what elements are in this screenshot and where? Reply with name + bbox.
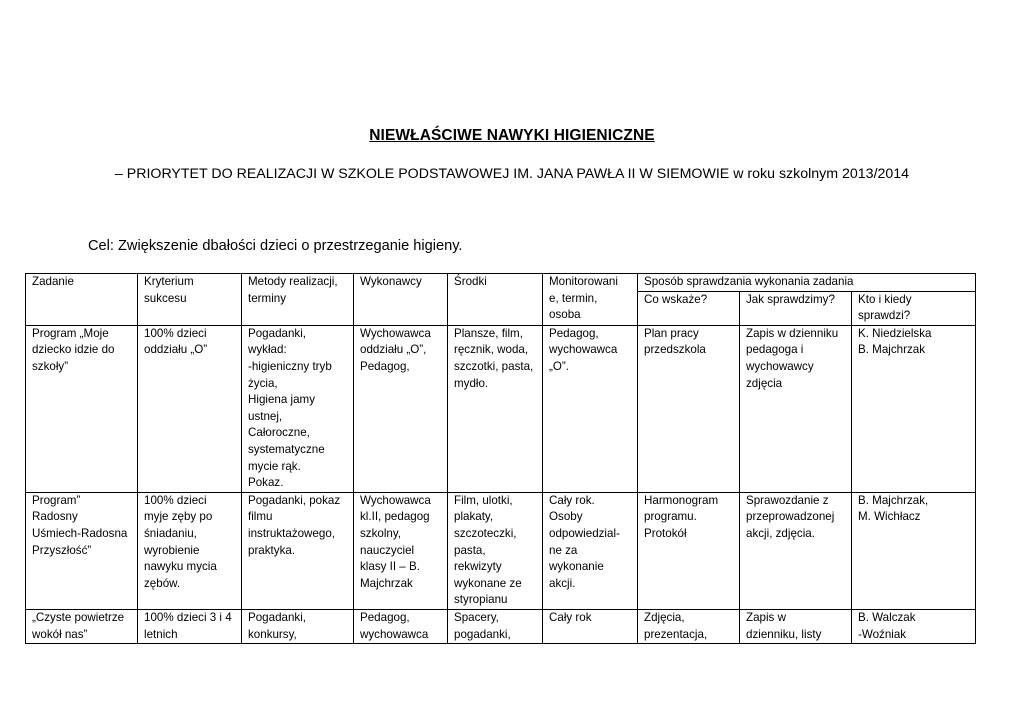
cell-metody: Pogadanki, pokaz filmu instruktażowego, praktyka. — [242, 492, 354, 609]
document-title: NIEWŁAŚCIWE NAWYKI HIGIENICZNE — [369, 127, 655, 144]
cell-monitorowanie: Cały rok — [543, 609, 638, 643]
cell-co-wskaze: Plan pracy przedszkola — [638, 325, 740, 492]
cell-monitorowanie: Pedagog, wychowawca „O”. — [543, 325, 638, 492]
cell-metody: Pogadanki, konkursy, — [242, 609, 354, 643]
document-subtitle: – PRIORYTET DO REALIZACJI W SZKOLE PODSTAWOWEJ IM. JANA PAWŁA II W SIEMOWIE w roku szkolnym 2013/2014 — [114, 166, 910, 182]
cell-kto-kiedy: K. Niedzielska B. Majchrzak — [852, 325, 976, 492]
header-srodki: Środki — [448, 274, 543, 326]
cell-co-wskaze: Harmonogram programu. Protokół — [638, 492, 740, 609]
table-row — [26, 492, 976, 609]
cell-jak-sprawdzimy: Sprawozdanie z przeprowadzonej akcji, zdjęcia. — [740, 492, 852, 609]
cell-jak-sprawdzimy: Zapis w dzienniku pedagoga i wychowawcy zdjęcia — [740, 325, 852, 492]
cell-srodki: Spacery, pogadanki, — [448, 609, 543, 643]
header-kto-kiedy: Kto i kiedy sprawdzi? — [852, 291, 976, 325]
table-row — [26, 325, 976, 492]
cell-metody: Pogadanki, wykład: -higieniczny tryb życia, Higiena jamy ustnej, Całoroczne, systematyczne mycie rąk. Pokaz. — [242, 325, 354, 492]
cell-wykonawcy: Wychowawca kl.II, pedagog szkolny, nauczyciel klasy II – B. Majchrzak — [354, 492, 448, 609]
header-jak-sprawdzimy: Jak sprawdzimy? — [740, 291, 852, 325]
cell-srodki: Plansze, film, ręcznik, woda, szczotki, pasta, mydło. — [448, 325, 543, 492]
header-sposob: Sposób sprawdzania wykonania zadania — [638, 274, 976, 292]
cell-kto-kiedy: B. Walczak -Woźniak — [852, 609, 976, 643]
header-monitorowanie: Monitorowani e, termin, osoba — [543, 274, 638, 326]
cell-zadanie: Program „Moje dziecko idzie do szkoły” — [26, 325, 138, 492]
cell-kryterium: 100% dzieci myje zęby po śniadaniu, wyrobienie nawyku mycia zębów. — [138, 492, 242, 609]
cell-jak-sprawdzimy: Zapis w dzienniku, listy — [740, 609, 852, 643]
cell-wykonawcy: Pedagog, wychowawca — [354, 609, 448, 643]
cell-co-wskaze: Zdjęcia, prezentacja, — [638, 609, 740, 643]
cell-kryterium: 100% dzieci 3 i 4 letnich — [138, 609, 242, 643]
cell-srodki: Film, ulotki, plakaty, szczoteczki, pasta, rekwizyty wykonane ze styropianu — [448, 492, 543, 609]
goal-statement: Cel: Zwiększenie dbałości dzieci o przestrzeganie higieny. — [88, 238, 463, 254]
header-wykonawcy: Wykonawcy — [354, 274, 448, 326]
header-metody: Metody realizacji, terminy — [242, 274, 354, 326]
cell-monitorowanie: Cały rok. Osoby odpowiedzial- ne za wykonanie akcji. — [543, 492, 638, 609]
header-kryterium: Kryterium sukcesu — [138, 274, 242, 326]
plan-table — [25, 273, 976, 644]
cell-wykonawcy: Wychowawca oddziału „O”, Pedagog, — [354, 325, 448, 492]
cell-kto-kiedy: B. Majchrzak, M. Wichłacz — [852, 492, 976, 609]
cell-zadanie: Program” Radosny Uśmiech-Radosna Przyszłość” — [26, 492, 138, 609]
header-zadanie: Zadanie — [26, 274, 138, 326]
cell-kryterium: 100% dzieci oddziału „O” — [138, 325, 242, 492]
cell-zadanie: „Czyste powietrze wokół nas” — [26, 609, 138, 643]
header-co-wskaze: Co wskaże? — [638, 291, 740, 325]
table-row — [26, 609, 976, 643]
table-header-row — [26, 274, 976, 292]
